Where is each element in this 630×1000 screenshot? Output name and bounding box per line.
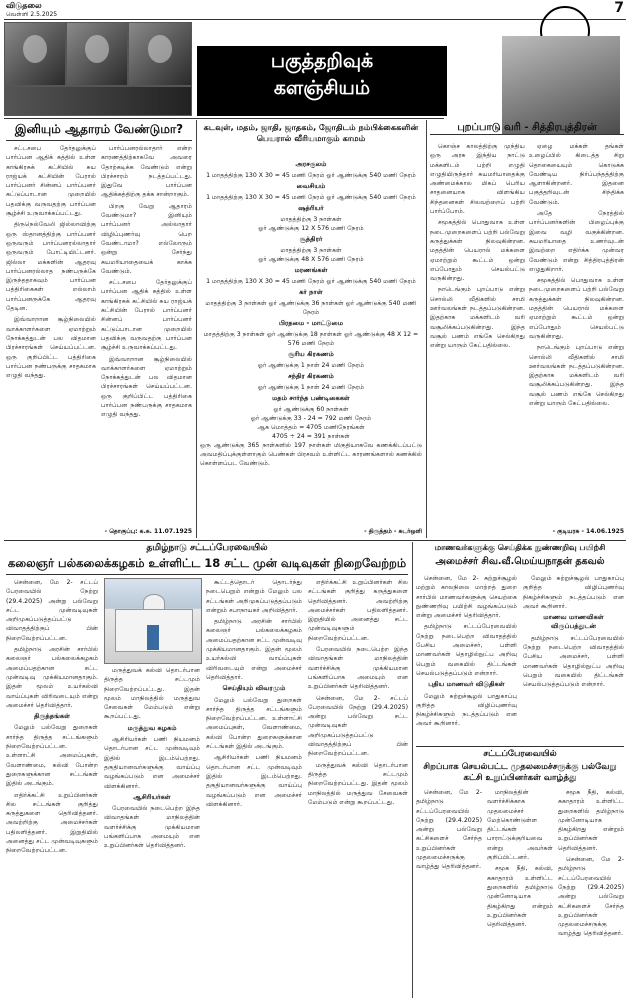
article4-column-d (308, 578, 408, 996)
article3-paragraph: சமூகத்தில் பொதுவாக உள்ள நடைமுறைகளைப் பற்றி பல்வேறு கருத்துக்கள் நிலவுகின்றன. மதத்தின் பெயரால் மக்களை ஏமாற்றும் கூட்டம் ஒன்று எப்போதும் செயல்பட்டு வருகின்றது. (529, 277, 624, 340)
portrait-ambedkar-photo (66, 22, 128, 86)
article3-column-b (529, 142, 624, 522)
article2-subhead: சூத்திரர் (299, 235, 323, 243)
article2-item: மாதத்திற்கு 3 நாள்கள் (280, 216, 342, 223)
article4-headline: கலைஞர் பல்கலைக்கழகம் உள்ளிட்ட 18 சட்ட முன் வடிவுகள் நிறைவேற்றம் (7, 556, 407, 570)
article1-paragraph: பார்ப்பனரல்லாதார் என்ற காரணத்திற்காகவே அவரை தோற்கடிக்க வேண்டும் என்று பிரச்சாரம் நடத்தப்பட்டது. இதுவே பார்ப்பன ஆதிக்கத்திற்கு தக்க சான்றாகும். (101, 145, 192, 199)
portrait-strip-photo (4, 86, 192, 116)
article5-paragraph: மேலும் சுற்றுச்சூழல் பாதுகாப்பு குறித்த விழிப்புணர்வு நிகழ்ச்சிகளும் நடத்தப்படும் என அவர் கூறினார். (416, 692, 517, 728)
article5-column-b (523, 574, 624, 742)
header-rule (4, 19, 626, 20)
article2-item: ஆக மொத்தம் = 4705 மணிநேரங்கள் (257, 424, 365, 431)
article4-column-c (206, 578, 302, 996)
article3-byline: - குடியரசு - 14.06.1925 (552, 528, 624, 535)
article4-paragraph: சென்னை, மே 2- சட்டப் பேரவையில் நேற்று (29.4.2025) அன்று பல்வேறு சட்ட முன்வடிவுகள் அறிமுகப்படுத்தப்பட்டு விவாதத்திற்குப் பின் நிறைவேற்றப்பட்டன. (6, 579, 98, 642)
article6-headline-small: சட்டப்பேரவையில் (483, 749, 557, 759)
article4-paragraph: பேரவையில் நடைபெற்ற இந்த விவாதங்கள் மாநிலத்தின் வளர்ச்சிக்கு முக்கியமான பங்களிப்பாக அமையும் என உறுப்பினர்கள் தெரிவித்தனர். (104, 805, 200, 850)
article4-paragraph: மருத்துவக் கல்வி தொடர்பான திருத்த சட்டமும் நிறைவேற்றப்பட்டது. இதன் மூலம் மாநிலத்தில் மருத்துவ சேவைகள் மேம்படும் என்று கூறப்பட்டது. (308, 761, 408, 806)
article6-paragraph: சமூக நீதி, கல்வி, சுகாதாரம் உள்ளிட்ட துறைகளில் தமிழ்நாடு முன்னோடியாக திகழ்கிறது என்றும் உறுப்பினர்கள் தெரிவித்தனர். (487, 865, 553, 929)
page-header (0, 0, 630, 18)
article4-paragraph: எதிர்க்கட்சி உறுப்பினர்கள் சில சட்டங்கள் குறித்து கருத்துகளை தெரிவித்தனர். அவற்றிற்கு அமைச்சர்கள் பதிலளித்தனர். இறுதியில் அனைத்து சட்ட முன்வடிவுகளும் நிறைவேற்றப்பட்டன. (308, 579, 408, 642)
article2-subhead: ஷத்ரியர் (298, 204, 324, 212)
article3-paragraph: அதே நேரத்தில் பார்ப்பனர்களின் பிழைப்புக்கு இவை வழி வகுக்கின்றன. சுயமரியாதை உணர்வுடன் இவற்றை எதிர்க்க முன்வர வேண்டும் என்று சித்திரபுத்திரன் எழுதுகிறார். (529, 210, 624, 273)
column-divider (412, 542, 413, 998)
banner-title-line2: களஞ்சியம் (273, 77, 371, 99)
article2-body (200, 158, 422, 518)
article6-column-b (487, 788, 553, 996)
article2-item: ஓர் ஆண்டுக்கு 12 X 576 மணி நேரம் (258, 225, 364, 232)
article3-paragraph: நாடெங்கும் புறப்பாடு என்று சொல்லி வீதிகளில் சாமி ஊர்வலங்கள் நடத்தப்படுகின்றன. இதற்காக மக்களிடம் வரி வசூலிக்கப்படுகின்றது. இந்த வசூல் பணம் எங்கே செல்கிறது என்று யாரும் கேட்பதில்லை. (430, 286, 525, 350)
article2-item: ஓர் ஆண்டுக்கு 1 நாள் 24 மணி நேரம் (257, 362, 365, 369)
portrait-periyar-photo (4, 22, 66, 86)
page-number: 7 (614, 0, 624, 16)
banner-title-line1: பகுத்தறிவுக் (270, 50, 374, 72)
column-divider (196, 120, 197, 538)
article2-subhead: பிரதமை - மாட்டுமை (278, 319, 344, 327)
article6-paragraph: சென்னை, மே 2- தமிழ்நாடு சட்டப்பேரவையில் நேற்று (29.4.2025) அன்று பல்வேறு கட்சிகளைச் சேர்ந்த உறுப்பினர்கள் முதலமைச்சருக்கு வாழ்த்து தெரிவித்தனர். (416, 789, 482, 871)
article4-paragraph: ஆசிரியர்கள் பணி நியமனம் தொடர்பான சட்ட முன்வடிவும் இதில் இடம்பெற்றது. தகுதியானவர்களுக்கு வாய்ப்பு வழங்கப்படும் என அமைச்சர் விளக்கினார். (206, 754, 302, 808)
article4-column-b (104, 666, 200, 996)
article4-paragraph: தமிழ்நாடு அரசின் சார்பில் கலைஞர் பல்கலைக்கழகம் அமைப்பதற்கான சட்ட முன்வடிவு முக்கியமானதாகும். இதன் மூலம் உயர்கல்வி வாய்ப்புகள் விரிவடையும் என்று அமைச்சர் தெரிவித்தார். (6, 646, 98, 709)
article1-paragraph: இவ்வாறான சூழ்நிலையில் வாக்காளர்களை ஏமாற்றும் நோக்கத்துடன் பல விதமான பிரச்சாரங்கள் செய்யப்பட்டன. ஒரு குறிப்பிட்ட பத்திரிகை பார்ப்பன நண்பருக்கு சாதகமாக எழுதி வந்தது. (101, 355, 192, 419)
article2-item: மாதத்திற்கு 3 நாள்கள் (280, 247, 342, 254)
article1-column-a (6, 144, 96, 524)
article6-headline: சிறப்பாக செயல்பட்ட முதலமைச்சருக்கு பல்வேறு கட்சி உறுப்பினர்கள் வாழ்த்து (423, 762, 617, 783)
article2-item: மாதத்திற்கு 3 நாள்கள் ஓர் ஆண்டுக்கு 18 நாள்கள் ஓர் ஆண்டுக்கு 48 X 12 = 576 மணி நேரம் (203, 331, 419, 347)
article6-paragraph: மாநிலத்தின் வளர்ச்சிக்காக முதலமைச்சர் மேற்கொண்டுள்ள திட்டங்கள் பாராட்டுக்குரியவை என்று அவர்கள் குறிப்பிட்டனர். (487, 789, 553, 862)
article4-column-a (6, 578, 98, 996)
article2-subhead: கர் நாள் (299, 288, 323, 296)
article4-subhead: செய்தியும் விவரமும் (222, 684, 286, 693)
article5-column-a (416, 574, 517, 742)
article3-column-a (430, 142, 525, 522)
article3-paragraph: ஏழை மக்கள் தங்கள் உழைப்பில் கிடைத்த சிறு தொகையையும் கொடுக்க வேண்டிய நிர்ப்பந்தத்திற்கு ஆளாகின்றனர். இதனை பகுத்தறிவுடன் சிந்திக்க வேண்டும். (529, 143, 624, 206)
article2-item: ஓர் ஆண்டுக்கு 48 X 576 மணி நேரம் (258, 256, 364, 263)
article1-paragraph: சட்டசபை தேர்தலுக்குப் பார்ப்பன ஆதிக் கத்தில் உள்ள காங்கிரசுக் கட்சியில் சுய ராஜ்யக் கட்சியின் பேரால் பார்ப்பனர் சின்னப் பார்ப்பனர் கட்டுப்பாடான முறையில் பதவிக்கு வருவதற்கு பார்ப்பன சூழ்ச்சி உருவாக்கப்பட்டது. (6, 145, 96, 218)
article2-subhead: மரணங்கள் (294, 266, 328, 274)
article6-paragraph: சமூக நீதி, கல்வி, சுகாதாரம் உள்ளிட்ட துறைகளில் தமிழ்நாடு முன்னோடியாக திகழ்கிறது என்றும் உறுப்பினர்கள் தெரிவித்தனர். (558, 789, 624, 852)
article4-subhead: மருத்துவ கழகம் (127, 723, 177, 732)
article2-item: ஓர் ஆண்டுக்கு 33 - 24 = 792 மணி நேரம் (250, 415, 372, 422)
article2-subhead: அரசகுலம் (295, 160, 327, 168)
article2-item: 1 மாதத்திற்கு 130 X 30 = 45 மணி நேரம் ஓர் ஆண்டுக்கு 540 மணி நேரம் (206, 278, 416, 285)
article1-rule (6, 140, 192, 141)
article2-item: 1 மாதத்திற்கு 130 X 30 = 45 மணி நேரம் ஓர் ஆண்டுக்கு 540 மணி நேரம் (206, 194, 416, 201)
article3-paragraph: நாடெங்கும் புறப்பாடு என்று சொல்லி வீதிகளில் சாமி ஊர்வலங்கள் நடத்தப்படுகின்றன. இதற்காக மக்களிடம் வரி வசூலிக்கப்படுகின்றது. இந்த வசூல் பணம் எங்கே செல்கிறது என்று யாரும் கேட்பதில்லை. (529, 344, 624, 408)
section-rule (4, 540, 626, 541)
article4-paragraph: மருத்துவக் கல்வி தொடர்பான திருத்த சட்டமும் நிறைவேற்றப்பட்டது. இதன் மூலம் மாநிலத்தில் மருத்துவ சேவைகள் மேம்படும் என்று கூறப்பட்டது. (104, 667, 200, 721)
article1-paragraph: இவ்வாறான சூழ்நிலையில் வாக்காளர்களை ஏமாற்றும் நோக்கத்துடன் பல விதமான பிரச்சாரங்கள் செய்யப்பட்டன. ஒரு குறிப்பிட்ட பத்திரிகை பார்ப்பன நண்பருக்கு சாதகமாக எழுதி வந்தது. (6, 316, 96, 380)
article1-paragraph: பிறகு வேறு ஆதாரம் வேண்டுமா? இனியும் பார்ப்பனர் அல்லாதார் விழிப்புணர்வு பெற வேண்டாமா? எல்லோரும் ஒன்று சேர்ந்து சுயமரியாதையைக் காக்க வேண்டும். (101, 202, 192, 275)
article1-column-b (101, 144, 192, 524)
article4-paragraph: கூட்டத்தொடர் தொடர்ந்து நடைபெறும் என்றும் மேலும் பல சட்டங்கள் அறிமுகப்படுத்தப்படும் என்றும் சபாநாயகர் அறிவித்தார். (206, 579, 302, 614)
article5-paragraph: சென்னை, மே 2- சுற்றுச்சூழல் மற்றும் காலநிலை மாற்றத் துறை சார்பில் மாணவர்களுக்கு செயற்கை நுண்ணறிவு பயிற்சி வழங்கப்படும் என்று அமைச்சர் தெரிவித்தார். (416, 575, 517, 620)
article6-column-a (416, 788, 482, 996)
article5-paragraph: தமிழ்நாடு சட்டப்பேரவையில் நேற்று நடைபெற்ற விவாதத்தில் பேசிய அமைச்சர், பள்ளி மாணவர்கள் தொழில்நுட்ப அறிவு பெறும் வகையில் திட்டங்கள் செயல்படுத்தப்படும் என்றார். (416, 623, 517, 677)
article4-headline-small: தமிழ்நாடு சட்டப்பேரவையில் (146, 543, 268, 553)
article5-paragraph: மேலும் சுற்றுச்சூழல் பாதுகாப்பு குறித்த விழிப்புணர்வு நிகழ்ச்சிகளும் நடத்தப்படும் என அவர் கூறினார். (523, 575, 624, 610)
article2-item: மாதத்திற்கு 3 நாள்கள் ஓர் ஆண்டுக்கு 36 நாள்கள் ஓர் ஆண்டுக்கு 540 மணி நேரம் (205, 300, 417, 316)
article4-subhead: திருத்தங்கள் (33, 712, 71, 721)
article2-item: ஓர் ஆண்டுக்கு 60 நாள்கள் (273, 406, 349, 413)
article4-paragraph: மேலும் பல்வேறு துறைகள் சார்ந்த திருத்த சட்டங்களும் நிறைவேற்றப்பட்டன. உள்ளாட்சி அமைப்புகள், வேளாண்மை, கல்வி போன்ற துறைகளுக்கான சட்டங்கள் இதில் அடங்கும். (206, 696, 302, 751)
article4-paragraph: மேலும் பல்வேறு துறைகள் சார்ந்த திருத்த சட்டங்களும் நிறைவேற்றப்பட்டன. உள்ளாட்சி அமைப்புகள், வேளாண்மை, கல்வி போன்ற துறைகளுக்கான சட்டங்கள் இதில் அடங்கும். (6, 724, 98, 788)
article3-paragraph: கொஞ்ச காலத்திற்கு முந்திய ஒரு அரசு இந்திய நாட்டு மக்களிடம் பற்றி எழுதி எழுதியிருந்தார் சுயமரியாதைக்கு அண்மைக்கால மிகப் பெரிய சாதனையாக விளங்கிய சிந்தனைகள் சிலவற்றைப் பற்றி பார்ப்போம். (430, 143, 525, 216)
article2-subhead: சூரிய கிரகணம் (288, 350, 334, 358)
banner-rule (4, 118, 444, 119)
article2-subhead: மதம் சார்ந்த பண்டிகைகள் (272, 394, 350, 402)
banner-title-block (197, 46, 447, 116)
article2-subhead: வைசியம் (296, 182, 326, 190)
article2-item: 1 மாதத்திற்கு 130 X 30 = 45 மணி நேரம் ஓர் ஆண்டுக்கு 540 மணி நேரம் (206, 172, 416, 179)
article2-item: ஒரு ஆண்டுக்கு 365 நாள்களில் 197 நாள்கள் மிகுதியாகவே கணக்கிடப்பட்டு அவமதிப்புக்குள்ளாகும் பெண்கள் பிரசவம் உள்ளிட்ட காரணங்களால் கணக்கில் கொள்ளப்பட வேண்டும். (200, 442, 422, 467)
article2-item: ஓர் ஆண்டுக்கு 1 நாள் 24 மணி நேரம் (257, 384, 365, 391)
article1-paragraph: திருநெல்வேலி ஜில்லாவிற்கு ஒரு ஸ்தானத்திற்கு பார்ப்பனர் ஒருவரும் பார்ப்பனரல்லாதார் ஒருவரும் போட்டியிட்டனர். ஜில்லா மக்களின் ஆதரவு பார்ப்பனரல்லாத நண்பருக்கே இருந்ததாகவும் பார்ப்பன பத்திரிகைகள் எல்லாம் பார்ப்பனருக்கே ஆதரவு தேடின. (6, 221, 96, 313)
article1-headline: இனியும் ஆதாரம் வேண்டுமா? (14, 122, 184, 136)
article5-headline: அமைச்சர் சிவ.வீ.மெய்யநாதன் தகவல் (435, 556, 605, 567)
column-divider (426, 120, 427, 538)
article5-paragraph: தமிழ்நாடு சட்டப்பேரவையில் நேற்று நடைபெற்ற விவாதத்தில் பேசிய அமைச்சர், பள்ளி மாணவர்கள் தொழில்நுட்ப அறிவு பெறும் வகையில் திட்டங்கள் செயல்படுத்தப்படும் என்றார். (523, 634, 624, 689)
issue-date: வெள்ளி 2.5.2025 (6, 11, 58, 18)
article4-paragraph: சென்னை, மே 2- சட்டப் பேரவையில் நேற்று (29.4.2025) அன்று பல்வேறு சட்ட முன்வடிவுகள் அறிமுகப்படுத்தப்பட்டு விவாதத்திற்குப் பின் நிறைவேற்றப்பட்டன. (308, 694, 408, 758)
article4-subhead: ஆசிரியர்கள் (133, 792, 171, 801)
thinker-statue-photo (502, 36, 620, 134)
article5-headline-small: மாணவர்களுக்கு செய்திக்க நுண்ணறிவு பயிற்சி (434, 543, 606, 552)
article3-headline: புறப்பாடு வரி - சித்திரபுத்திரன் (430, 122, 624, 135)
article5-subhead: புதிய மாணவர் விடுதிகள் (428, 680, 505, 689)
portrait-thinker-photo (128, 22, 192, 86)
article2-subhead: சந்திர கிரகணம் (288, 372, 334, 380)
article1-paragraph: சட்டசபை தேர்தலுக்குப் பார்ப்பன ஆதிக் கத்தில் உள்ள காங்கிரசுக் கட்சியில் சுய ராஜ்யக் கட்சியின் பேரால் பார்ப்பனர் சின்னப் பார்ப்பனர் கட்டுப்பாடான முறையில் பதவிக்கு வருவதற்கு பார்ப்பன சூழ்ச்சி உருவாக்கப்பட்டது. (101, 279, 192, 352)
article6-column-c (558, 788, 624, 996)
article5-subhead: மாணவ மாணவிகள் விருப்பத்துடன் (543, 613, 604, 631)
paper-name: விடுதலை (6, 1, 42, 10)
article3-paragraph: சமூகத்தில் பொதுவாக உள்ள நடைமுறைகளைப் பற்றி பல்வேறு கருத்துக்கள் நிலவுகின்றன. மதத்தின் பெயரால் மக்களை ஏமாற்றும் கூட்டம் ஒன்று எப்போதும் செயல்பட்டு வருகின்றது. (430, 219, 525, 283)
article1-byline: - தொகுப்பு: க.சு. 11.07.1925 (104, 528, 192, 535)
article4-paragraph: பேரவையில் நடைபெற்ற இந்த விவாதங்கள் மாநிலத்தின் வளர்ச்சிக்கு முக்கியமான பங்களிப்பாக அமையும் என உறுப்பினர்கள் தெரிவித்தனர். (308, 646, 408, 691)
article2-item: 4705 ÷ 24 = 391 நாள்கள் (272, 433, 350, 440)
article2-headline: கடவுள், மதம், ஜாதி, ஜாதகம், ஜோதிடம் நம்பிக்கைகளின் பெயரால் வீரியமாகும் காமம் (203, 122, 419, 143)
article4-rule (6, 574, 408, 575)
article4-paragraph: தமிழ்நாடு அரசின் சார்பில் கலைஞர் பல்கலைக்கழகம் அமைப்பதற்கான சட்ட முன்வடிவு முக்கியமானதாகும். இதன் மூலம் உயர்கல்வி வாய்ப்புகள் விரிவடையும் என்று அமைச்சர் தெரிவித்தார். (206, 618, 302, 681)
section-rule (416, 746, 624, 747)
article2-byline: - திருத்தம் - சுடர்ஒளி (364, 528, 422, 535)
article4-paragraph: எதிர்க்கட்சி உறுப்பினர்கள் சில சட்டங்கள் குறித்து கருத்துகளை தெரிவித்தனர். அவற்றிற்கு அமைச்சர்கள் பதிலளித்தனர். இறுதியில் அனைத்து சட்ட முன்வடிவுகளும் நிறைவேற்றப்பட்டன. (6, 791, 98, 855)
article6-paragraph: சென்னை, மே 2- தமிழ்நாடு சட்டப்பேரவையில் நேற்று (29.4.2025) அன்று பல்வேறு கட்சிகளைச் சேர்ந்த உறுப்பினர்கள் முதலமைச்சருக்கு வாழ்த்து தெரிவித்தனர். (558, 856, 624, 938)
article4-paragraph: ஆசிரியர்கள் பணி நியமனம் தொடர்பான சட்ட முன்வடிவும் இதில் இடம்பெற்றது. தகுதியானவர்களுக்கு வாய்ப்பு வழங்கப்படும் என அமைச்சர் விளக்கினார். (104, 736, 200, 790)
assembly-building-photo (104, 578, 202, 664)
